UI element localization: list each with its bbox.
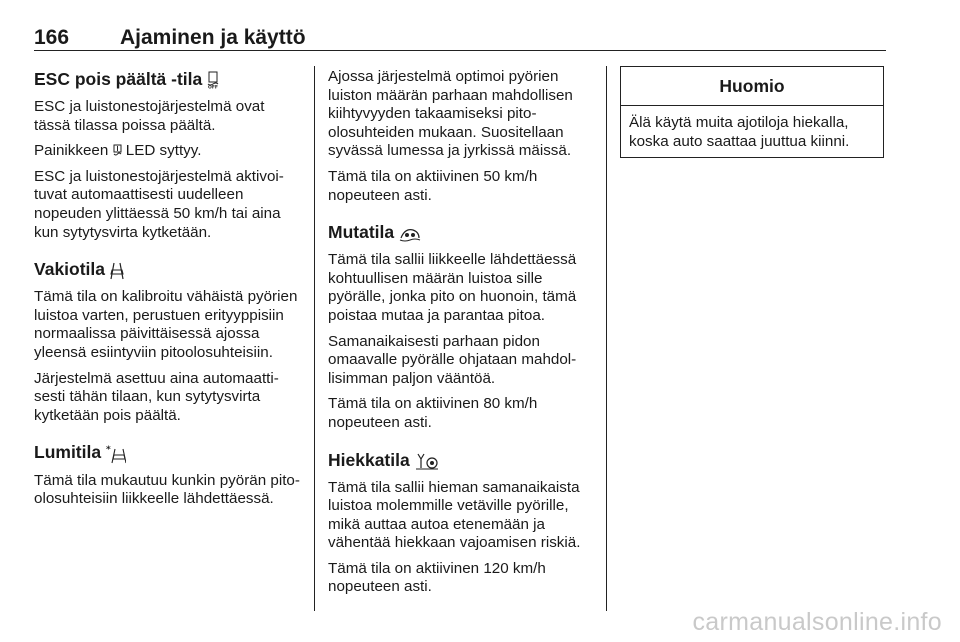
snow-icon	[106, 444, 126, 464]
esc-button-icon	[113, 144, 122, 158]
watermark: carmanualsonline.info	[692, 608, 942, 636]
column-middle	[328, 68, 596, 604]
note-body: Älä käytä muita ajotiloja hiekalla, koska auto saattaa juuttua kiinni.	[629, 114, 850, 150]
esc-off-icon	[207, 71, 219, 89]
sand-mode-paragraph-2: Tämä tila on aktiivinen 120 km/h nopeuteen asti.	[328, 559, 546, 596]
esc-off-paragraph-3: ESC ja luistonestojärjestelmä aktivoituvat automaattisesti uudelleen nopeuden ylittäessä 50 km/h tai aina kun sytytysvirta kytketään.	[34, 167, 284, 241]
snow-mode-paragraph-3: Tämä tila on aktiivinen 50 km/h nopeuteen asti.	[328, 167, 538, 204]
snow-mode-heading: Lumitila *	[34, 441, 302, 463]
esc-off-paragraph-1: ESC ja luistonestojärjestelmä ovat tässä tilassa poissa päältä.	[34, 98, 265, 134]
sand-mode-heading: Hiekkatila	[328, 449, 596, 471]
esc-off-heading: ESC pois päältä -tila OFF	[34, 69, 219, 90]
snow-mode-paragraph-2: Ajossa järjestelmä optimoi pyörien luiston määrän parhaan mahdollisen kiihtyvyyden takaamiseksi pitoolosuhteiden mukaan. Suositellaan syvässä lumessa ja jyrkissä mäissä.	[328, 68, 573, 160]
note-title: Huomio	[621, 67, 883, 106]
mud-icon	[399, 226, 421, 242]
svg-text:OFF: OFF	[208, 85, 219, 90]
snow-mode-paragraph-1: Tämä tila mukautuu kunkin pyörän pito-olosuhteisiin liikkeelle lähdettäessä.	[34, 471, 300, 508]
page-header	[34, 26, 886, 51]
road-icon	[110, 262, 124, 280]
standard-mode-heading: Vakiotila	[34, 258, 302, 280]
column-left	[34, 68, 302, 516]
note-box	[620, 66, 884, 158]
svg-text:*: *	[105, 444, 111, 455]
standard-mode-paragraph-1: Tämä tila on kalibroitu vähäistä pyörien luistoa varten, perustuen erityyppisiin normaalissa päivittäisessä ajossa yleensä esiintyviin pitoolosuhteisiin.	[34, 288, 298, 361]
esc-off-paragraph-2: Painikkeen LED syttyy.	[34, 142, 202, 160]
column-divider-1	[314, 66, 315, 611]
mud-mode-paragraph-2: Samanaikaisesti parhaan pidon omaavalle pyörälle ohjataan mahdollisimman paljon vääntöä.	[328, 332, 577, 387]
sand-icon	[415, 452, 439, 470]
mud-mode-paragraph-3: Tämä tila on aktiivinen 80 km/h nopeuteen asti.	[328, 395, 538, 431]
mud-mode-paragraph-1: Tämä tila sallii liikkeelle lähdettäessä kohtuullisen määrän luistoa sille pyörälle, jonka pito on huonoin, tämä poistaa mutaa ja parantaa pitoa.	[328, 251, 577, 324]
mud-mode-heading: Mutatila	[328, 221, 596, 243]
chapter-title: Ajaminen ja käyttö	[120, 26, 306, 49]
page-number: 166	[34, 26, 70, 49]
sand-mode-paragraph-1: Tämä tila sallii hieman samanaikaista luistoa molemmille vetäville pyörille, mikä auttaa autoa etenemään ja vähentää hiekkaan vajoamisen riskiä.	[328, 478, 581, 552]
standard-mode-paragraph-2: Järjestelmä asettuu aina automaattisesti tähän tilaan, kun sytytysvirta kytketään pois päältä.	[34, 369, 279, 424]
column-divider-2	[606, 66, 607, 611]
